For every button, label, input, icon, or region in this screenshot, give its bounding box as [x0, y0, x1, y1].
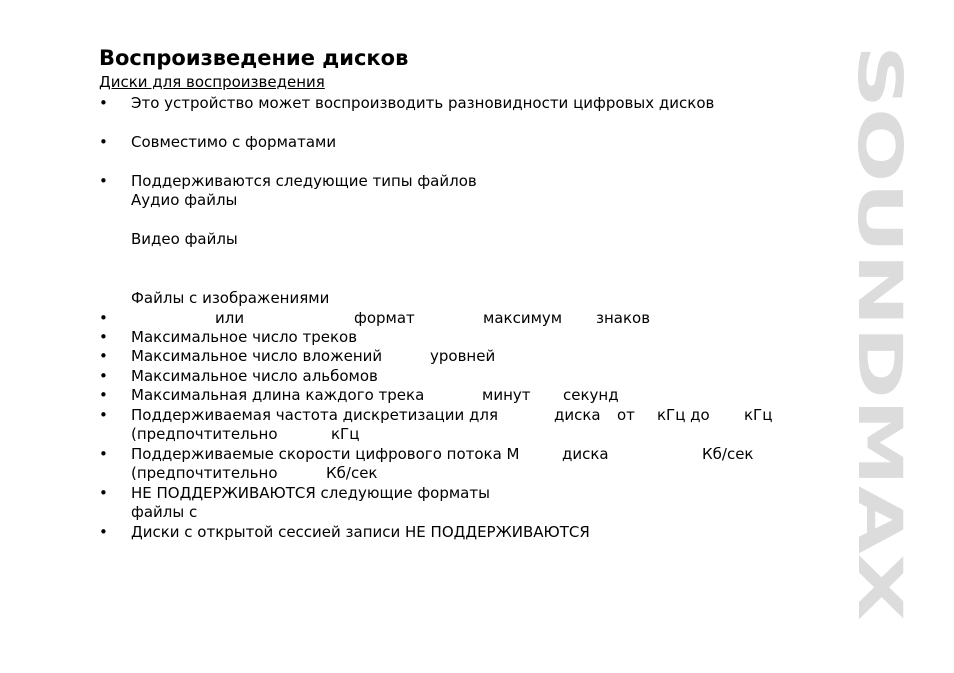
text-fragment: (предпочтительно — [131, 464, 278, 482]
list-item-open-session: Диски с открытой сессией записи НЕ ПОДДЕРЖИВАЮТСЯ — [131, 523, 590, 541]
list-item-unsupported-files: файлы с — [131, 503, 198, 521]
list-item-unsupported-formats: НЕ ПОДДЕРЖИВАЮТСЯ следующие форматы — [131, 484, 490, 502]
bullet: • — [99, 406, 108, 424]
bullet: • — [99, 347, 108, 365]
list-item-max-albums: Максимальное число альбомов — [131, 367, 378, 385]
text-fragment: знаков — [596, 309, 651, 327]
list-item-image-files: Файлы с изображениями — [131, 289, 330, 307]
bullet: • — [99, 133, 108, 151]
bullet: • — [99, 445, 108, 463]
text-fragment: от — [617, 406, 635, 424]
text-fragment: минут — [482, 386, 531, 404]
list-item-audio-files: Аудио файлы — [131, 191, 238, 209]
text-fragment: уровней — [430, 347, 496, 365]
text-fragment: кГц до — [657, 406, 710, 424]
bullet: • — [99, 523, 108, 541]
text-fragment: Поддерживаемая частота дискретизации для — [131, 406, 498, 424]
text-fragment: секунд — [563, 386, 619, 404]
text-fragment: кГц — [744, 406, 773, 424]
bullet: • — [99, 386, 108, 404]
text-fragment: диска — [554, 406, 601, 424]
list-item-disc-types: Это устройство может воспроизводить разновидности цифровых дисков — [131, 94, 715, 112]
text-fragment: Кб/сек — [702, 445, 754, 463]
list-item-max-tracks: Максимальное число треков — [131, 328, 358, 346]
text-fragment: формат — [354, 309, 415, 327]
text-fragment: кГц — [331, 425, 360, 443]
text-fragment: максимум — [483, 309, 563, 327]
list-item-formats: Совместимо с форматами — [131, 133, 337, 151]
text-fragment: Кб/сек — [326, 464, 378, 482]
text-fragment: Максимальное число вложений — [131, 347, 383, 365]
bullet: • — [99, 328, 108, 346]
list-item-video-files: Видео файлы — [131, 230, 238, 248]
page-title: Воспроизведение дисков — [99, 46, 409, 70]
text-fragment: диска — [562, 445, 609, 463]
soundmax-logo — [844, 43, 915, 623]
text-fragment: Максимальная длина каждого трека — [131, 386, 425, 404]
text-fragment: Поддерживаемые скорости цифрового потока М — [131, 445, 520, 463]
bullet: • — [99, 94, 108, 112]
bullet: • — [99, 484, 108, 502]
bullet: • — [99, 367, 108, 385]
text-fragment: (предпочтительно — [131, 425, 278, 443]
text-fragment: или — [215, 309, 245, 327]
bullet: • — [99, 172, 108, 190]
list-item-file-types: Поддерживаются следующие типы файлов — [131, 172, 477, 190]
section-subtitle: Диски для воспроизведения — [99, 73, 325, 91]
brand-text: SOUNDMAX — [844, 45, 915, 447]
bullet: • — [99, 309, 108, 327]
